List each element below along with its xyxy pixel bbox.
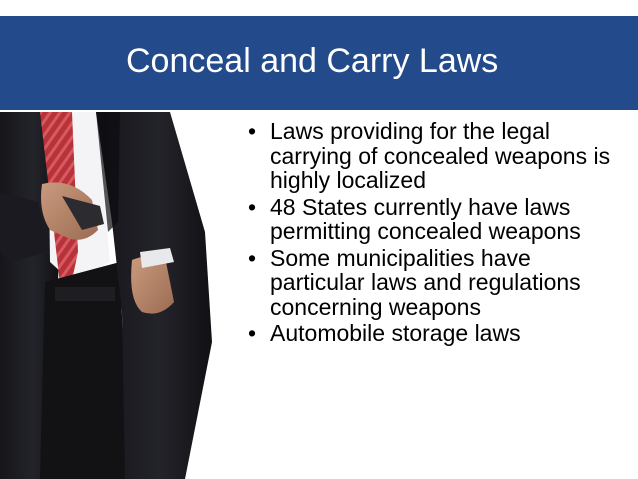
- bullet-marker: •: [248, 118, 257, 144]
- bullet-item: [246, 321, 631, 346]
- bullet-marker: •: [248, 244, 257, 271]
- slide-title: Conceal and Carry Laws: [126, 42, 499, 80]
- bullet-item: [246, 246, 631, 320]
- bullet-marker: •: [248, 320, 257, 346]
- man-in-suit-concealed-weapon-photo: [0, 112, 215, 479]
- bullet-list: [246, 119, 631, 348]
- bullet-text: Automobile storage laws: [270, 320, 521, 346]
- bullet-text: 48 States currently have laws permitting concealed weapons: [270, 193, 581, 244]
- bullet-marker: •: [248, 193, 257, 220]
- bullet-text: Laws providing for the legal carrying of concealed weapons is highly localized: [270, 118, 611, 193]
- bullet-text: Some municipalities have particular laws and regulations concerning weapons: [270, 244, 581, 320]
- bullet-item: [246, 195, 631, 244]
- bullet-item: [246, 119, 631, 193]
